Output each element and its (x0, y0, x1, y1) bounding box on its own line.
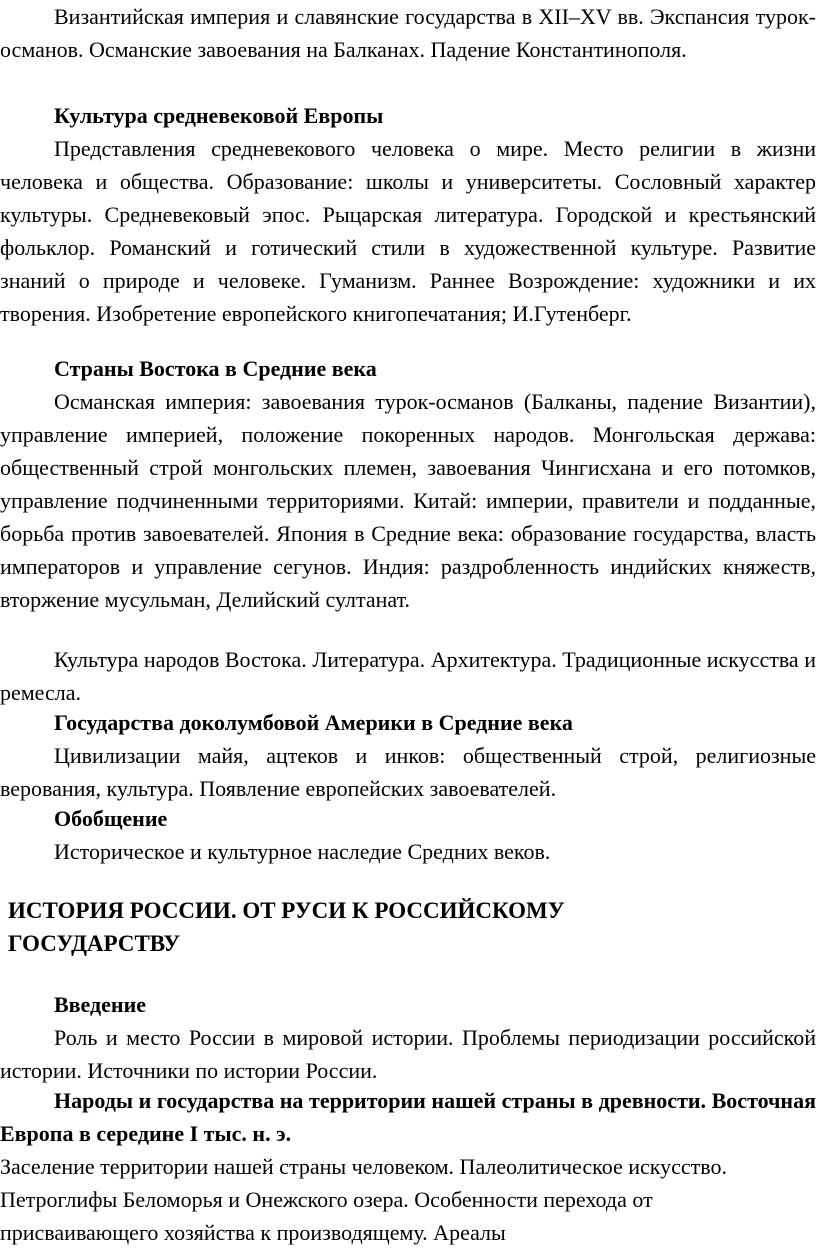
heading-precolumbian: Государства доколумбовой Америки в Средние века (54, 710, 573, 735)
section-title: ИСТОРИЯ РОССИИ. ОТ РУСИ К РОССИЙСКОМУ ГОСУДАРСТВУ (8, 898, 565, 956)
paragraph-precolumbian: Цивилизации майя, ацтеков и инков: общественный строй, религиозные верования, культура. Появление европейских завоевателей. (0, 743, 816, 801)
heading-introduction: Введение (54, 992, 147, 1017)
heading-east-countries: Страны Востока в Средние века (54, 356, 377, 381)
paragraph-byzantium: Византийская империя и славянские государства в XII–XV вв. Экспансия турок-османов. Османские завоевания на Балканах. Падение Константинополя. (0, 4, 816, 62)
paragraph-ancient-peoples: Заселение территории нашей страны человеком. Палеолитическое искусство. Петроглифы Беломорья и Онежского озера. Особенности перехода от присваивающего хозяйства к производящему. Ареалы (0, 1154, 728, 1245)
heading-medieval-culture: Культура средневековой Европы (54, 103, 384, 128)
paragraph-introduction: Роль и место России в мировой истории. Проблемы периодизации российской истории. Источники по истории России. (0, 1025, 816, 1083)
paragraph-summary: Историческое и культурное наследие Средних веков. (54, 839, 551, 864)
heading-ancient-peoples: Народы и государства на территории нашей страны в древности. Восточная Европа в середине I тыс. н. э. (0, 1088, 816, 1146)
paragraph-east-countries: Османская империя: завоевания турок-османов (Балканы, падение Византии), управление империей, положение покоренных народов. Монгольская держава: общественный строй монгольских племен, завоевания Чингисхана и его потомков, управление подчиненными территориями. Китай: империи, правители и подданные, борьба против завоевателей. Япония в Средние века: образование государства, власть императоров и управление сегунов. Индия: раздробленность индийских княжеств, вторжение мусульман, Делийский султанат. (0, 389, 816, 612)
heading-summary: Обобщение (54, 806, 168, 831)
paragraph-east-culture: Культура народов Востока. Литература. Архитектура. Традиционные искусства и ремесла. (0, 647, 816, 705)
paragraph-medieval-culture: Представления средневекового человека о мире. Место религии в жизни человека и общества. Образование: школы и университеты. Сословный характер культуры. Средневековый эпос. Рыцарская литература. Городской и крестьянский фольклор. Романский и готический стили в художественной культуре. Развитие знаний о природе и человеке. Гуманизм. Раннее Возрождение: художники и их творения. Изобретение европейского книгопечатания; И.Гутенберг. (0, 136, 816, 326)
